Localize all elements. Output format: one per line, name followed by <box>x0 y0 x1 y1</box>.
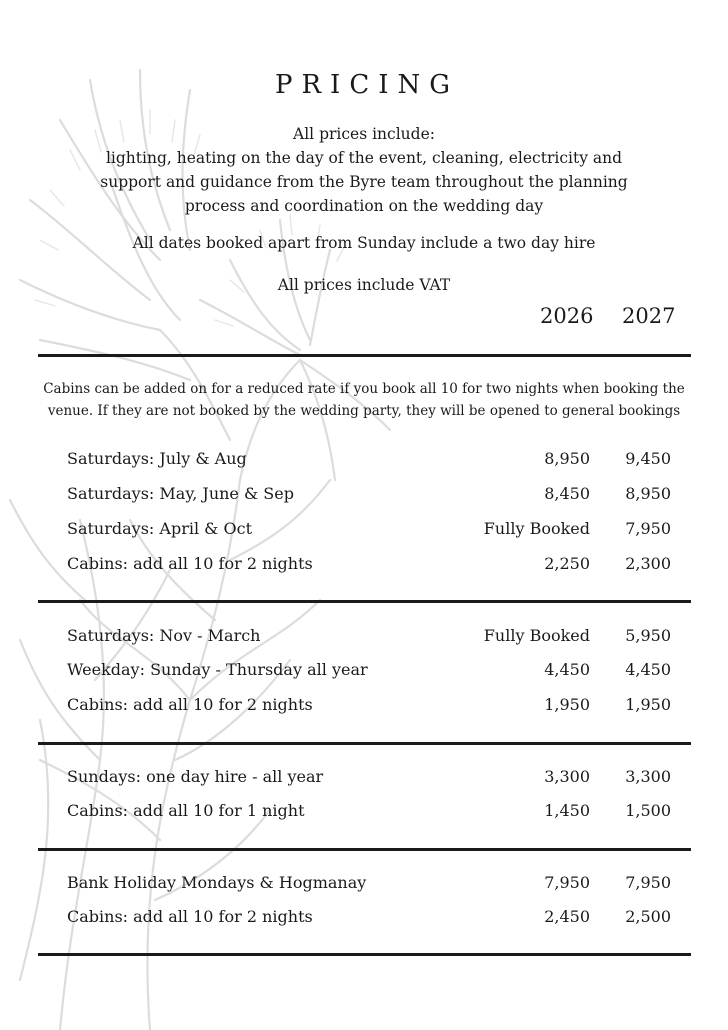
price-row <box>0 801 728 827</box>
price-2027: 2,300 <box>625 554 671 573</box>
price-2027: 2,500 <box>625 907 671 926</box>
price-2026: 8,950 <box>544 449 590 468</box>
section-divider <box>38 953 691 956</box>
section-divider <box>38 848 691 851</box>
row-label: Saturdays: Nov - March <box>67 626 261 645</box>
price-row <box>0 873 728 899</box>
price-2027: 7,950 <box>625 873 671 892</box>
row-label: Cabins: add all 10 for 2 nights <box>67 554 313 573</box>
cabins-note: Cabins can be added on for a reduced rate if you book all 10 for two nights when booking the venue. If they are not booked by the wedding party, they will be opened to general bookings <box>43 381 685 419</box>
price-row <box>0 554 728 580</box>
section-divider <box>38 600 691 603</box>
price-2026: Fully Booked <box>483 626 590 645</box>
intro-body: lighting, heating on the day of the event, cleaning, electricity and support and guidance from the Byre team throughout the planning process and coordination on the wedding day <box>100 149 628 215</box>
price-2026: 2,250 <box>544 554 590 573</box>
year-header-2027: 2027 <box>622 304 676 328</box>
price-2027: 3,300 <box>625 767 671 786</box>
row-label: Cabins: add all 10 for 1 night <box>67 801 305 820</box>
price-2027: 7,950 <box>625 519 671 538</box>
intro-heading: All prices include: <box>293 125 435 143</box>
row-label: Saturdays: May, June & Sep <box>67 484 294 503</box>
price-row <box>0 660 728 686</box>
price-row <box>0 767 728 793</box>
price-2026: 7,950 <box>544 873 590 892</box>
section-divider <box>38 742 691 745</box>
row-label: Sundays: one day hire - all year <box>67 767 324 786</box>
price-2026: 2,450 <box>544 907 590 926</box>
price-2026: 3,300 <box>544 767 590 786</box>
row-label: Bank Holiday Mondays & Hogmanay <box>67 873 367 892</box>
price-row <box>0 449 728 475</box>
price-row <box>0 626 728 652</box>
row-label: Saturdays: April & Oct <box>67 519 252 538</box>
price-2027: 9,450 <box>625 449 671 468</box>
price-2026: 1,450 <box>544 801 590 820</box>
price-2027: 8,950 <box>625 484 671 503</box>
price-row <box>0 519 728 545</box>
intro-block <box>94 122 634 218</box>
two-day-hire-note: All dates booked apart from Sunday include a two day hire <box>132 234 596 252</box>
price-2026: 8,450 <box>544 484 590 503</box>
section-divider <box>38 354 691 357</box>
price-2026: 4,450 <box>544 660 590 679</box>
year-header-2026: 2026 <box>540 304 594 328</box>
price-2027: 1,950 <box>625 695 671 714</box>
page-title: PRICING <box>274 70 460 100</box>
price-2027: 1,500 <box>625 801 671 820</box>
price-row <box>0 907 728 933</box>
price-2027: 5,950 <box>625 626 671 645</box>
price-2026: 1,950 <box>544 695 590 714</box>
price-2026: Fully Booked <box>483 519 590 538</box>
row-label: Cabins: add all 10 for 2 nights <box>67 695 313 714</box>
row-label: Cabins: add all 10 for 2 nights <box>67 907 313 926</box>
price-2027: 4,450 <box>625 660 671 679</box>
price-row <box>0 695 728 721</box>
row-label: Weekday: Sunday - Thursday all year <box>67 660 368 679</box>
price-row <box>0 484 728 510</box>
row-label: Saturdays: July & Aug <box>67 449 247 468</box>
vat-note: All prices include VAT <box>277 276 451 294</box>
